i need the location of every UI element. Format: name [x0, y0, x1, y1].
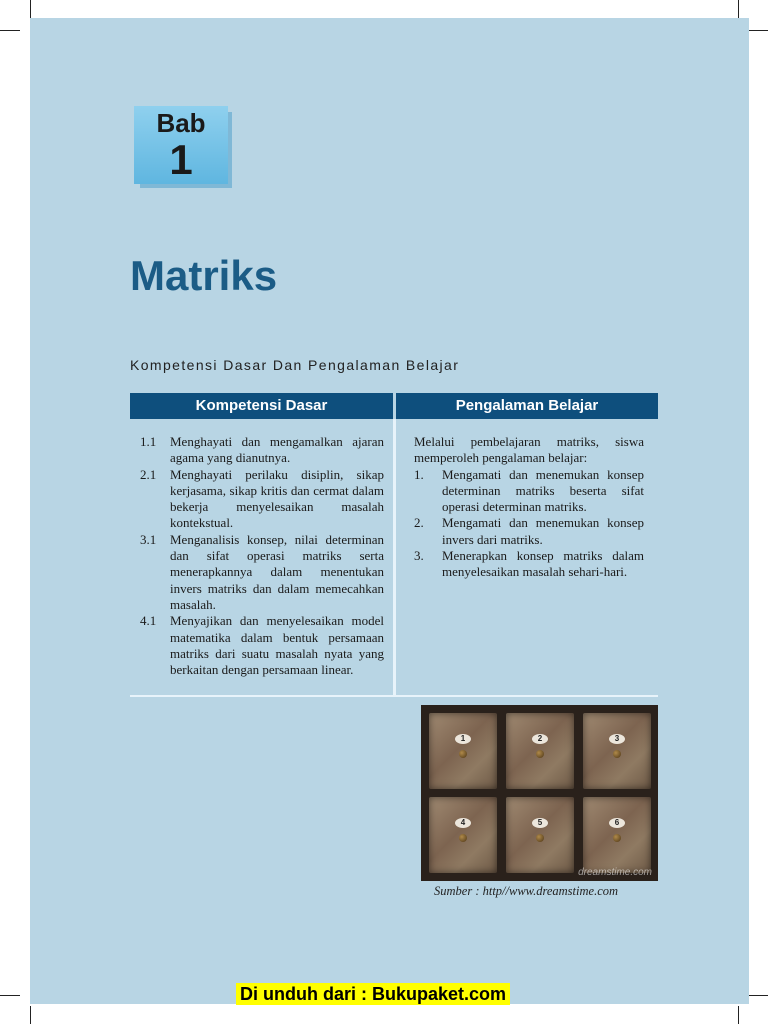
drawer-knob — [459, 834, 467, 842]
pengalaman-number: 1. — [414, 466, 424, 482]
drawer-knob — [536, 750, 544, 758]
pengalaman-intro: Melalui pembelajaran matriks, siswa memperoleh pengalaman belajar: — [414, 434, 644, 466]
kompetensi-text: Menganalisis konsep, nilai determinan dan sifat operasi matriks serta menerapkannya dalam menentukan invers matriks dan dalam memecahkan masalah. — [170, 531, 384, 612]
chapter-badge-face — [134, 106, 228, 184]
drawer-knob — [613, 834, 621, 842]
kompetensi-item — [140, 434, 384, 467]
drawer-label: 6 — [609, 818, 625, 828]
kompetensi-text: Menghayati dan mengamalkan ajaran agama yang dianutnya. — [170, 434, 384, 466]
kompetensi-item — [140, 467, 384, 532]
pengalaman-item — [414, 515, 644, 548]
table-header-pengalaman: Pengalaman Belajar — [396, 393, 658, 419]
kompetensi-number: 2.1 — [140, 466, 157, 482]
download-footer: Di unduh dari : Bukupaket.com — [236, 983, 510, 1005]
crop-mark — [748, 30, 768, 31]
table-header-kompetensi: Kompetensi Dasar — [130, 393, 393, 419]
chapter-badge — [134, 106, 232, 188]
pengalaman-text: Menerapkan konsep matriks dalam menyelesaikan masalah sehari-hari. — [442, 548, 644, 580]
crop-mark — [30, 1006, 31, 1024]
kompetensi-item — [140, 613, 384, 678]
drawer — [506, 797, 574, 873]
chapter-label: Bab — [156, 108, 206, 138]
drawer — [506, 713, 574, 789]
crop-mark — [0, 30, 20, 31]
drawer-knob — [613, 750, 621, 758]
kompetensi-item — [140, 532, 384, 613]
crop-mark — [30, 0, 31, 18]
pengalaman-number: 2. — [414, 515, 424, 531]
image-caption: Sumber : http//www.dreamstime.com — [434, 884, 619, 898]
chapter-number: 1 — [169, 136, 193, 183]
crop-mark — [748, 995, 768, 996]
table-column-divider — [393, 419, 396, 696]
drawer — [583, 797, 651, 873]
crop-mark — [0, 995, 20, 996]
drawer-label: 5 — [532, 818, 548, 828]
kompetensi-list — [140, 434, 384, 678]
kompetensi-text: Menghayati perilaku disiplin, sikap kerjasama, sikap kritis dan cermat dalam bekerja menyelesaikan masalah kontekstual. — [170, 466, 384, 531]
section-subtitle: Kompetensi Dasar Dan Pengalaman Belajar — [130, 357, 460, 373]
drawer — [583, 713, 651, 789]
crop-mark — [738, 1006, 739, 1024]
drawer — [429, 713, 497, 789]
kompetensi-number: 4.1 — [140, 613, 157, 629]
drawer-cabinet-photo — [421, 705, 658, 881]
drawer — [429, 797, 497, 873]
pengalaman-text: Mengamati dan menemukan konsep invers dari matriks. — [442, 515, 644, 547]
pengalaman-item — [414, 467, 644, 516]
pengalaman-item — [414, 548, 644, 581]
pengalaman-number: 3. — [414, 548, 424, 564]
pengalaman-list — [414, 434, 644, 581]
drawer-label: 4 — [455, 818, 471, 828]
drawer-label: 3 — [609, 734, 625, 744]
drawer-label: 2 — [532, 734, 548, 744]
drawer-knob — [459, 750, 467, 758]
table-bottom-rule — [130, 695, 658, 697]
drawer-label: 1 — [455, 734, 471, 744]
kompetensi-number: 1.1 — [140, 434, 157, 449]
kompetensi-number: 3.1 — [140, 531, 157, 547]
pengalaman-text: Mengamati dan menemukan konsep determinan matriks beserta sifat operasi determinan matriks. — [442, 466, 644, 515]
crop-mark — [738, 0, 739, 18]
photo-watermark: dreamstime.com — [578, 867, 652, 878]
kompetensi-text: Menyajikan dan menyelesaikan model matematika dalam bentuk persamaan matriks dari suatu masalah nyata yang berkaitan dengan persamaan linear. — [170, 613, 384, 678]
drawer-knob — [536, 834, 544, 842]
chapter-title: Matriks — [130, 252, 278, 299]
